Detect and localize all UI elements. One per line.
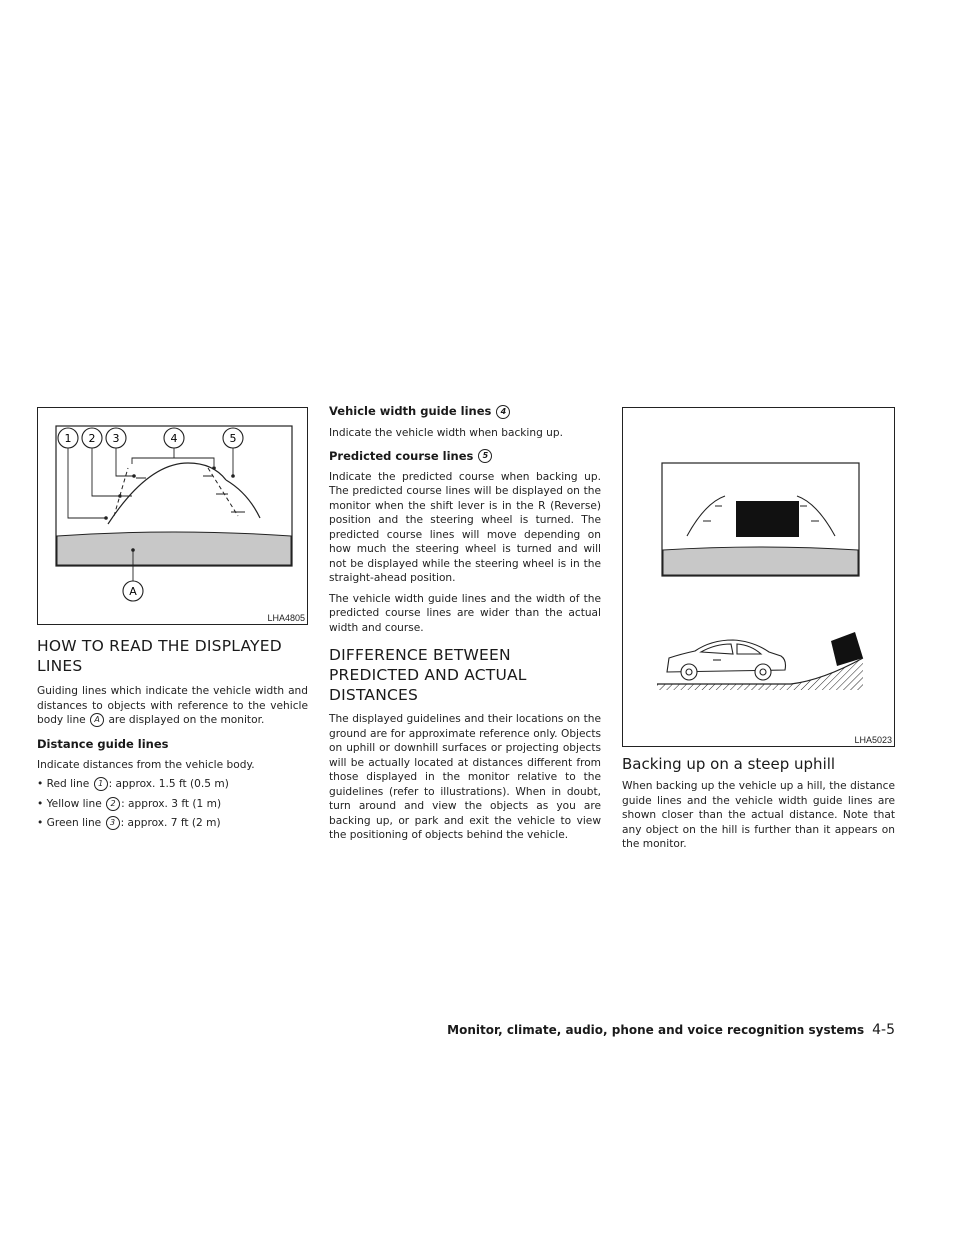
page-footer: [420, 1022, 895, 1038]
vehicle-width-text: Indicate the vehicle width when backing up.: [329, 427, 563, 439]
callout-1-label: 1: [64, 432, 72, 445]
bullet-red-line: • Red line 1 : approx. 1.5 ft (0.5 m): [37, 778, 229, 790]
middle-column: [329, 403, 601, 843]
width-note-text: The vehicle width guide lines and the width of the predicted course lines are wider than the actual width and course.: [329, 592, 601, 634]
callout-5-label: 5: [229, 432, 237, 445]
num-3-icon: 3: [106, 816, 120, 830]
guide-lines-illustration: [38, 408, 307, 624]
figure-code: LHA5023: [854, 735, 892, 745]
figure-code: LHA4805: [267, 613, 305, 623]
predicted-course-text: Indicate the predicted course when backing up. The predicted course lines will be displayed on the monitor when the shift lever is in the R (Reverse) position and the steering wheel is turned. The predicted course lines will move depending on how much the steering wheel is turned and will not be displayed while the steering wheel is in the straight-ahead position.: [329, 470, 601, 584]
section-heading: HOW TO READ THE DISPLAYED LINES: [37, 637, 282, 675]
marker-a-icon: A: [90, 713, 104, 727]
footer-section-title: Monitor, climate, audio, phone and voice recognition systems: [447, 1023, 865, 1037]
callout-3-label: 3: [112, 432, 120, 445]
num-4-icon: 4: [496, 405, 510, 419]
left-column: [37, 636, 308, 831]
figure-steep-uphill: [622, 407, 895, 747]
vehicle-width-heading: Vehicle width guide lines 4: [329, 403, 601, 419]
distance-guide-text: Indicate distances from the vehicle body.: [37, 758, 255, 771]
figure-guide-lines: [37, 407, 308, 625]
difference-text: The displayed guidelines and their locations on the ground are for approximate reference only. Objects on uphill or downhill surfaces or projecting objects will be actually located at distances different from those displayed in the monitor relative to the guidelines (refer to illustrations). When in doubt, turn around and view the objects as you are backing up, or park and exit the vehicle to view the positioning of objects behind the vehicle.: [329, 713, 601, 841]
callout-a-label: A: [129, 585, 137, 598]
bullet-yellow-line: • Yellow line 2 : approx. 3 ft (1 m): [37, 797, 222, 810]
difference-heading: DIFFERENCE BETWEEN PREDICTED AND ACTUAL DISTANCES: [329, 646, 527, 704]
callout-2-label: 2: [88, 432, 96, 445]
num-2-icon: 2: [106, 797, 120, 811]
distance-guide-heading: Distance guide lines: [37, 736, 169, 751]
uphill-illustration: [623, 408, 894, 746]
callout-4-label: 4: [170, 432, 178, 445]
page-number: 4-5: [872, 1022, 895, 1038]
intro-paragraph: Guiding lines which indicate the vehicle width and distances to objects with reference to the vehicle body line A are displayed on the monitor.: [37, 685, 308, 726]
num-1-icon: 1: [94, 777, 108, 791]
right-column: [622, 754, 895, 852]
uphill-heading: Backing up on a steep uphill: [622, 755, 836, 773]
bullet-green-line: • Green line 3 : approx. 7 ft (2 m): [37, 817, 221, 829]
uphill-text: When backing up the vehicle up a hill, the distance guide lines and the vehicle width guide lines are shown closer than the actual distance. Note that any object on the hill is further than it appears on the monitor.: [622, 780, 895, 850]
num-5-icon: 5: [478, 449, 492, 463]
predicted-course-heading: Predicted course lines 5: [329, 448, 601, 464]
